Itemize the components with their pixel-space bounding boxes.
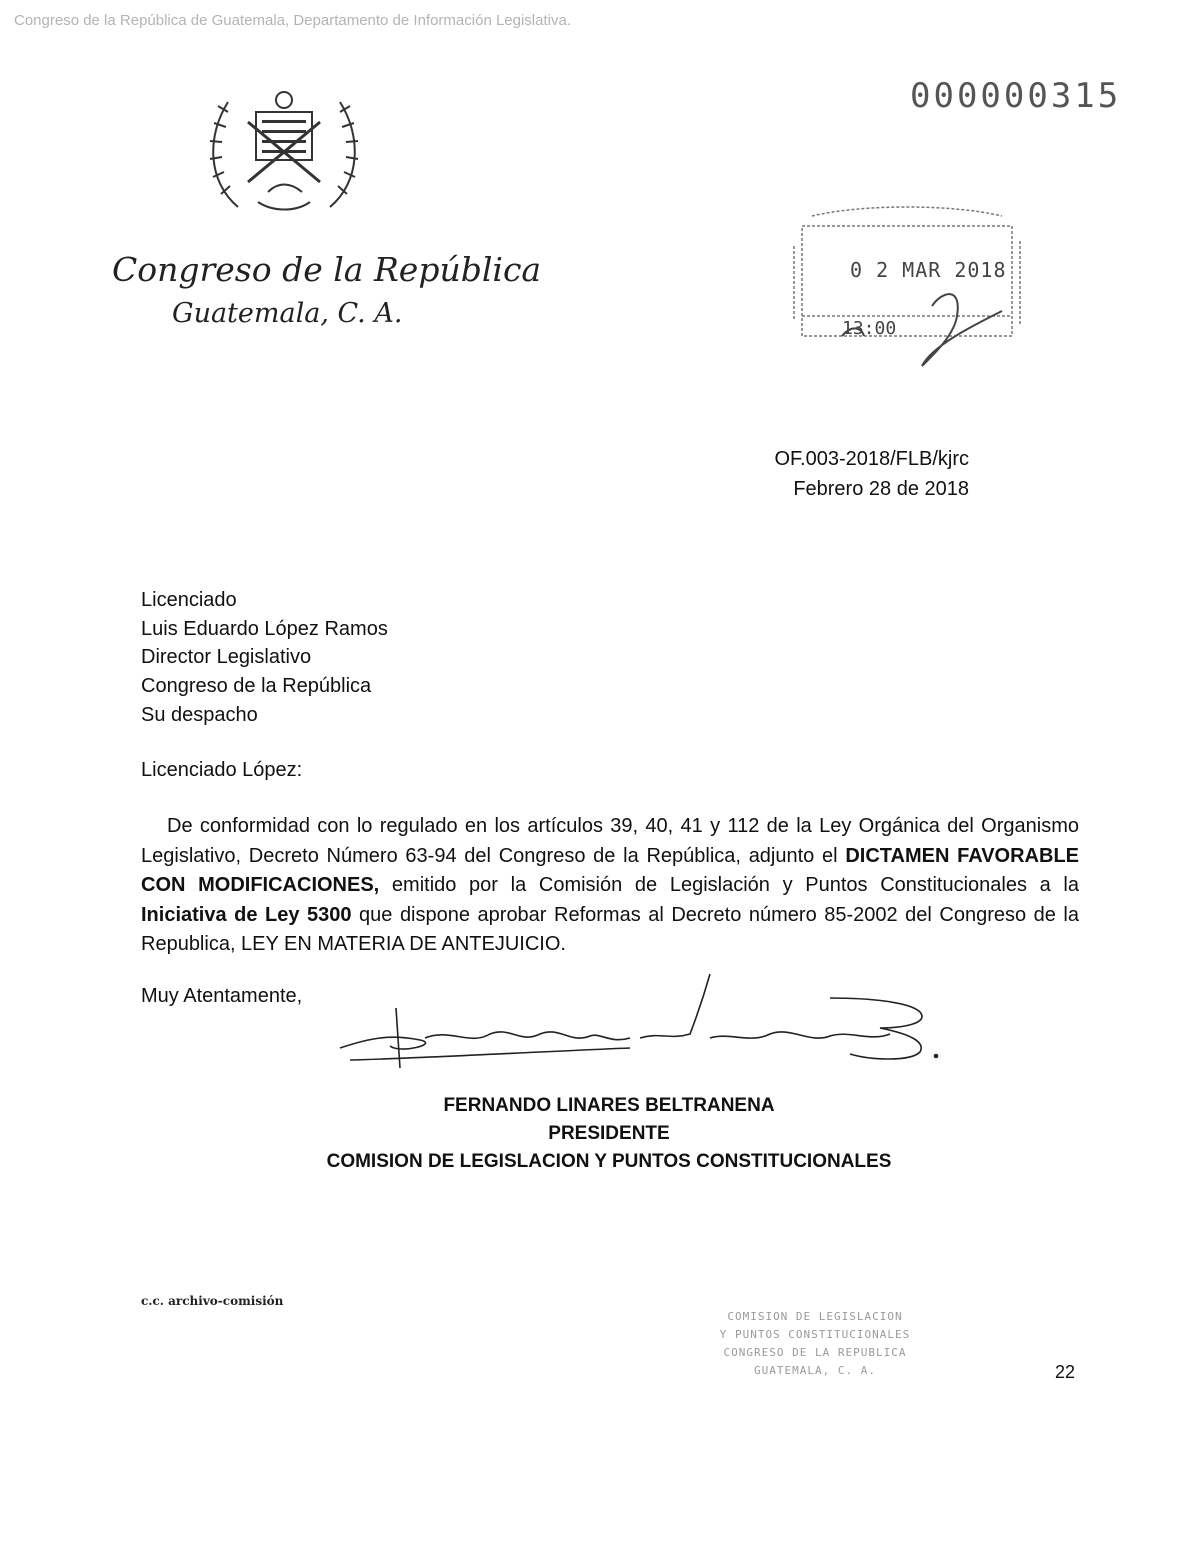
- addressee-line: Luis Eduardo López Ramos: [141, 617, 388, 640]
- signer-name: FERNANDO LINARES BELTRANENA: [443, 1095, 775, 1116]
- commission-stamp-line: GUATEMALA, C. A.: [754, 1364, 876, 1377]
- closing: Muy Atentamente,: [141, 985, 303, 1007]
- addressee-line: Su despacho: [141, 703, 258, 726]
- commission-stamp: [684, 1308, 946, 1380]
- signer-commission: COMISION DE LEGISLACION Y PUNTOS CONSTITUCIONALES: [326, 1151, 892, 1172]
- received-stamp-frame: [782, 196, 1030, 376]
- carbon-copy: c.c. archivo-comisión: [141, 1294, 284, 1308]
- letterhead-title: Congreso de la República: [112, 250, 542, 289]
- addressee-line: Licenciado: [141, 589, 237, 611]
- body-bold-1: DICTAMEN FAVORABLE CON MODIFICACIONES,: [141, 844, 1079, 896]
- received-stamp-date: 0 2 MAR 2018: [850, 258, 1007, 282]
- body-paragraph: [141, 812, 1079, 960]
- greeting: Licenciado López:: [141, 759, 303, 781]
- addressee-line: Director Legislativo: [141, 646, 312, 669]
- commission-stamp-line: COMISION DE LEGISLACION: [727, 1310, 903, 1323]
- body-text-1: De conformidad con lo regulado en los artículos 39, 40, 41 y 112 de la Ley Orgánica del Organismo Legislativo, Decreto Número 63-94 del Congreso de la República, adjunto el: [141, 815, 1079, 867]
- signer-role: PRESIDENTE: [548, 1123, 670, 1144]
- handwritten-signature: [330, 968, 950, 1078]
- page-number: 22: [1055, 1362, 1076, 1382]
- signer-block: [0, 1092, 1200, 1176]
- addressee-line: Congreso de la República: [141, 675, 372, 698]
- commission-stamp-line: CONGRESO DE LA REPUBLICA: [723, 1346, 907, 1359]
- letterhead-location: Guatemala, C. A.: [172, 298, 403, 329]
- reference-date: Febrero 28 de 2018: [793, 478, 969, 500]
- addressee-block: [141, 586, 388, 730]
- folio-number: 000000315: [910, 76, 1122, 116]
- watermark-text: Congreso de la República de Guatemala, Departamento de Información Legislativa.: [14, 12, 571, 29]
- body-text-2: emitido por la Comisión de Legislación y Puntos Constitucionales a la: [379, 874, 1079, 896]
- received-stamp-time: 13:00: [842, 318, 897, 339]
- body-text-3: que dispone aprobar Reformas al Decreto número 85-2002 del Congreso de la Republica, LEY EN MATERIA DE ANTEJUICIO.: [141, 903, 1079, 955]
- body-bold-2: Iniciativa de Ley 5300: [141, 903, 352, 926]
- commission-stamp-line: Y PUNTOS CONSTITUCIONALES: [719, 1328, 911, 1341]
- reference-block: [774, 444, 969, 504]
- coat-of-arms-icon: [198, 82, 370, 220]
- reference-number: OF.003-2018/FLB/kjrc: [774, 448, 969, 470]
